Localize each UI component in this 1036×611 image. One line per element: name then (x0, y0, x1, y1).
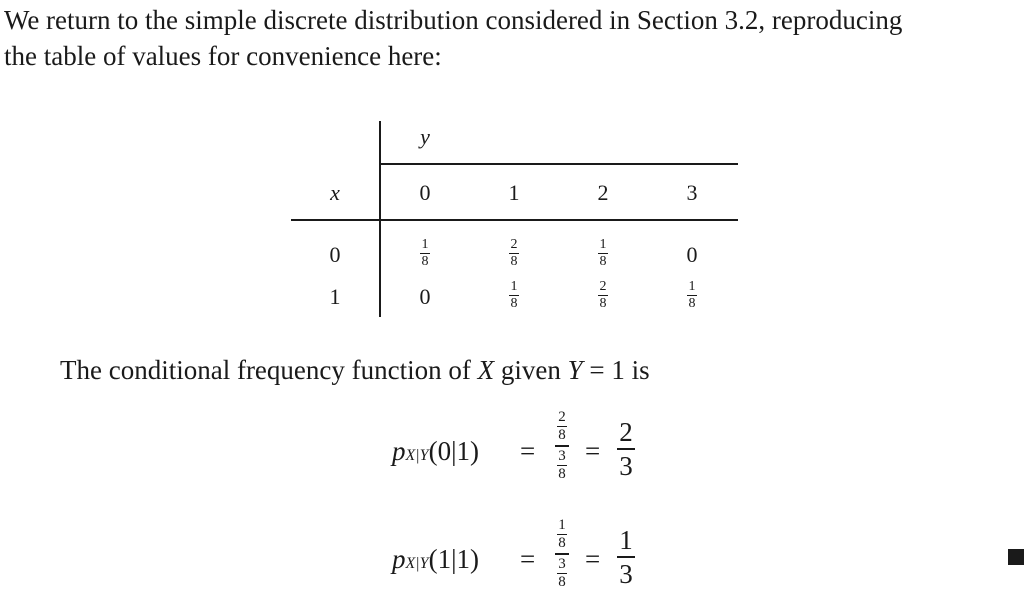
result-bar (617, 556, 635, 558)
qed-square-icon (1008, 549, 1024, 565)
fraction-numerator: 1 (510, 279, 518, 294)
statement-var-x: X (477, 355, 495, 385)
compound-fraction (555, 518, 569, 590)
result-numerator: 2 (619, 417, 633, 447)
table-cell-fraction (598, 280, 608, 311)
fraction-numerator: 2 (510, 237, 518, 252)
col-header: 2 (597, 180, 609, 205)
statement-mid: given (494, 355, 568, 385)
fraction-numerator: 1 (688, 279, 696, 294)
col-header: 1 (508, 180, 520, 205)
equals-sign: = (520, 544, 536, 574)
result-fraction (617, 418, 635, 480)
fraction-denominator: 8 (599, 254, 607, 270)
result-fraction (617, 526, 635, 588)
inner-denominator: 8 (558, 465, 566, 482)
equals-sign: = (585, 544, 601, 574)
fraction-numerator: 2 (599, 279, 607, 294)
col-variable-label: y (420, 124, 430, 149)
fraction-denominator: 8 (421, 254, 429, 270)
table-cell-fraction (420, 238, 430, 269)
inner-denominator: 8 (558, 573, 566, 590)
table-cell-value: 0 (686, 242, 698, 267)
row-header: 0 (329, 242, 341, 267)
intro-line-2: the table of values for convenience here: (4, 41, 442, 71)
result-numerator: 1 (619, 525, 633, 555)
inner-numerator: 1 (558, 517, 566, 533)
fraction-denominator: 8 (510, 254, 518, 270)
result-denominator: 3 (619, 450, 633, 481)
lhs-args: (1|1) (428, 544, 479, 574)
inner-denominator: 8 (558, 427, 566, 444)
equation-lhs (392, 544, 479, 575)
row-header: 1 (329, 284, 341, 309)
result-denominator: 3 (619, 558, 633, 589)
result-bar (617, 448, 635, 450)
row-variable-label: x (330, 180, 340, 205)
col-header: 3 (686, 180, 698, 205)
fraction-denominator: 8 (599, 296, 607, 312)
lhs-subscript: X|Y (405, 555, 429, 572)
inner-numerator: 3 (558, 555, 566, 572)
statement-suffix: = 1 is (582, 355, 650, 385)
inner-numerator: 2 (558, 409, 566, 425)
lhs-subscript: X|Y (405, 447, 429, 464)
inner-numerator: 3 (558, 447, 566, 464)
lhs-p: p (392, 544, 406, 574)
table-cell-fraction (509, 238, 519, 269)
intro-line-1: We return to the simple discrete distribution considered in Section 3.2, reproducing (4, 5, 903, 35)
table-cell-fraction (687, 280, 697, 311)
lhs-args: (0|1) (428, 436, 479, 466)
col-header: 0 (419, 180, 431, 205)
equals-sign: = (585, 436, 601, 466)
conditional-statement (60, 352, 650, 388)
lhs-p: p (392, 436, 406, 466)
table-header-rule (380, 163, 738, 165)
statement-var-y: Y (567, 355, 583, 385)
table-cell-fraction (509, 280, 519, 311)
fraction-numerator: 1 (421, 237, 429, 252)
compound-fraction (555, 410, 569, 482)
main-bar (555, 553, 569, 555)
table-cell-value: 0 (419, 284, 431, 309)
table-body-rule (291, 219, 738, 221)
table-cell-fraction (598, 238, 608, 269)
equation-lhs (392, 436, 479, 467)
fraction-numerator: 1 (599, 237, 607, 252)
equals-sign: = (520, 436, 536, 466)
statement-prefix: The conditional frequency function of (60, 355, 478, 385)
fraction-denominator: 8 (688, 296, 696, 312)
main-bar (555, 445, 569, 447)
fraction-denominator: 8 (510, 296, 518, 312)
inner-denominator: 8 (558, 535, 566, 552)
